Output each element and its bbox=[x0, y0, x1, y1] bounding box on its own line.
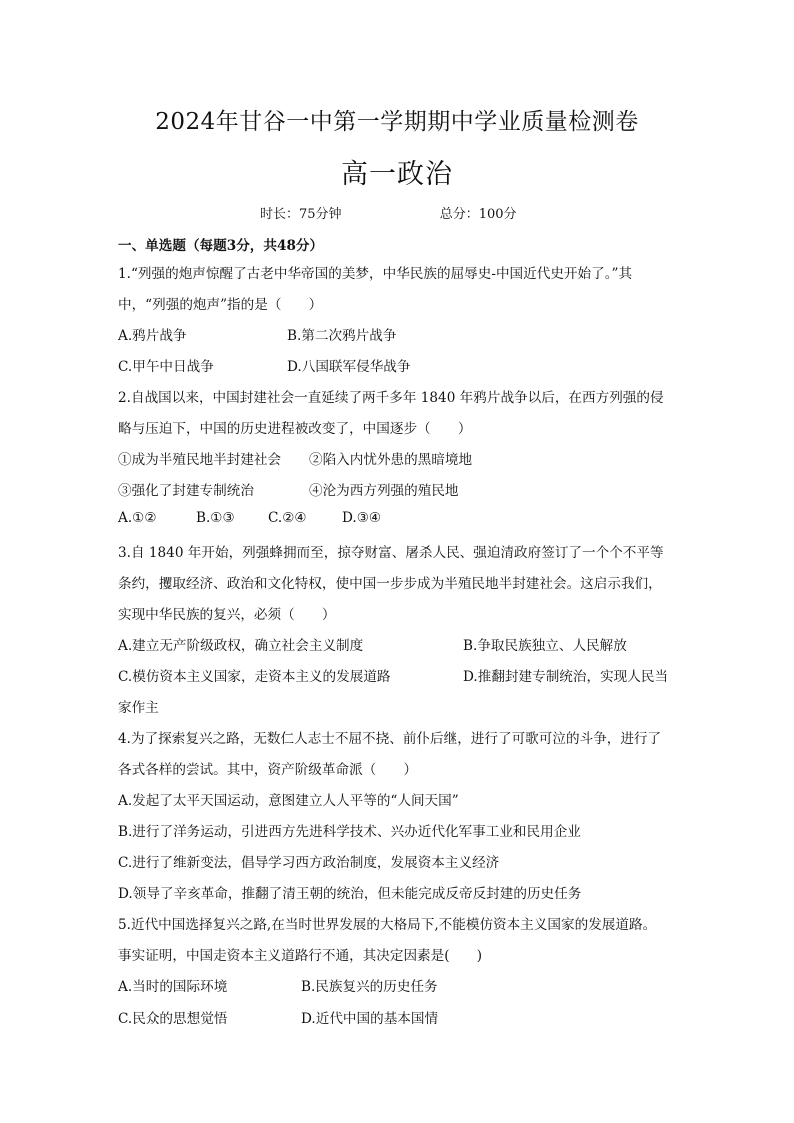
question-3-stem-line-1: 3.自 1840 年开始，列强蜂拥而至，掠夺财富、屠杀人民、强迫清政府签订了一个个不平等 bbox=[118, 545, 664, 561]
question-2-stem-line-2: 略与压迫下，中国的历史进程被改变了，中国逐步（ ） bbox=[118, 421, 472, 437]
question-2-option-a: A.①② bbox=[118, 510, 157, 526]
question-2-item-1: ①成为半殖民地半封建社会 bbox=[118, 452, 282, 468]
section-heading: 一、单选题（每题3分，共48分） bbox=[118, 238, 324, 254]
question-1-option-b: B.第二次鸦片战争 bbox=[287, 328, 397, 344]
question-4-option-c: C.进行了维新变法，倡导学习西方政治制度，发展资本主义经济 bbox=[118, 855, 500, 871]
question-4-option-b: B.进行了洋务运动，引进西方先进科学技术、兴办近代化军事工业和民用企业 bbox=[118, 824, 581, 840]
question-3-option-d: D.推翻封建专制统治，实现人民当 bbox=[463, 669, 669, 685]
question-4-option-a: A.发起了太平天国运动，意图建立人人平等的“人间天国” bbox=[118, 793, 459, 809]
question-1-stem-line-2: 中，“列强的炮声”指的是（ ） bbox=[118, 297, 323, 313]
question-5-option-b: B.民族复兴的历史任务 bbox=[301, 979, 438, 995]
exam-meta bbox=[260, 203, 517, 222]
duration-text: 时长：75分钟 bbox=[260, 207, 342, 222]
question-5-option-d: D.近代中国的基本国情 bbox=[301, 1011, 439, 1027]
question-1-option-d: D.八国联军侵华战争 bbox=[287, 359, 411, 375]
question-2-item-2: ②陷入内忧外患的黑暗境地 bbox=[309, 452, 473, 468]
question-5-stem-line-2: 事实证明，中国走资本主义道路行不通，其决定因素是( ) bbox=[118, 948, 483, 964]
question-5-stem-line-1: 5.近代中国选择复兴之路,在当时世界发展的大格局下,不能模仿资本主义国家的发展道路。 bbox=[118, 917, 657, 933]
question-3-stem-line-2: 条约，攫取经济、政治和文化特权，使中国一步步成为半殖民地半封建社会。这启示我们， bbox=[118, 576, 662, 592]
question-3-option-c: C.模仿资本主义国家，走资本主义的发展道路 bbox=[118, 669, 391, 685]
question-4-stem-line-1: 4.为了探索复兴之路，无数仁人志士不屈不挠、前仆后继，进行了可歌可泣的斗争，进行了 bbox=[118, 731, 662, 747]
question-3-option-d-continued: 家作主 bbox=[118, 700, 159, 716]
subject-title: 高一政治 bbox=[341, 159, 453, 190]
question-3-option-b: B.争取民族独立、人民解放 bbox=[463, 638, 627, 654]
question-2-option-b: B.①③ bbox=[196, 510, 235, 526]
exam-title: 2024年甘谷一中第一学期期中学业质量检测卷 bbox=[155, 109, 639, 135]
question-3-stem-line-3: 实现中华民族的复兴，必须（ ） bbox=[118, 607, 336, 623]
question-4-stem-line-2: 各式各样的尝试。其中，资产阶级革命派（ ） bbox=[118, 762, 418, 778]
question-5-option-a: A.当时的国际环境 bbox=[118, 979, 228, 995]
question-2-item-3: ③强化了封建专制统治 bbox=[118, 483, 254, 499]
question-2-option-d: D.③④ bbox=[342, 510, 382, 526]
question-3-option-a: A.建立无产阶级政权，确立社会主义制度 bbox=[118, 638, 364, 654]
question-2-stem-line-1: 2.自战国以来，中国封建社会一直延续了两千多年 1840 年鸦片战争以后，在西方列强的侵 bbox=[118, 390, 664, 406]
question-1-option-c: C.甲午中日战争 bbox=[118, 359, 214, 375]
total-score-text: 总分：100分 bbox=[439, 207, 517, 222]
question-2-item-4: ④沦为西方列强的殖民地 bbox=[309, 483, 459, 499]
question-4-option-d: D.领导了辛亥革命，推翻了清王朝的统治，但未能完成反帝反封建的历史任务 bbox=[118, 886, 582, 902]
question-1-option-a: A.鸦片战争 bbox=[118, 328, 187, 344]
question-5-option-c: C.民众的思想觉悟 bbox=[118, 1011, 228, 1027]
question-2-option-c: C.②④ bbox=[268, 510, 307, 526]
question-1-stem-line-1: 1.“列强的炮声惊醒了古老中华帝国的美梦，中华民族的屈辱史-中国近代史开始了。”其 bbox=[118, 266, 633, 282]
